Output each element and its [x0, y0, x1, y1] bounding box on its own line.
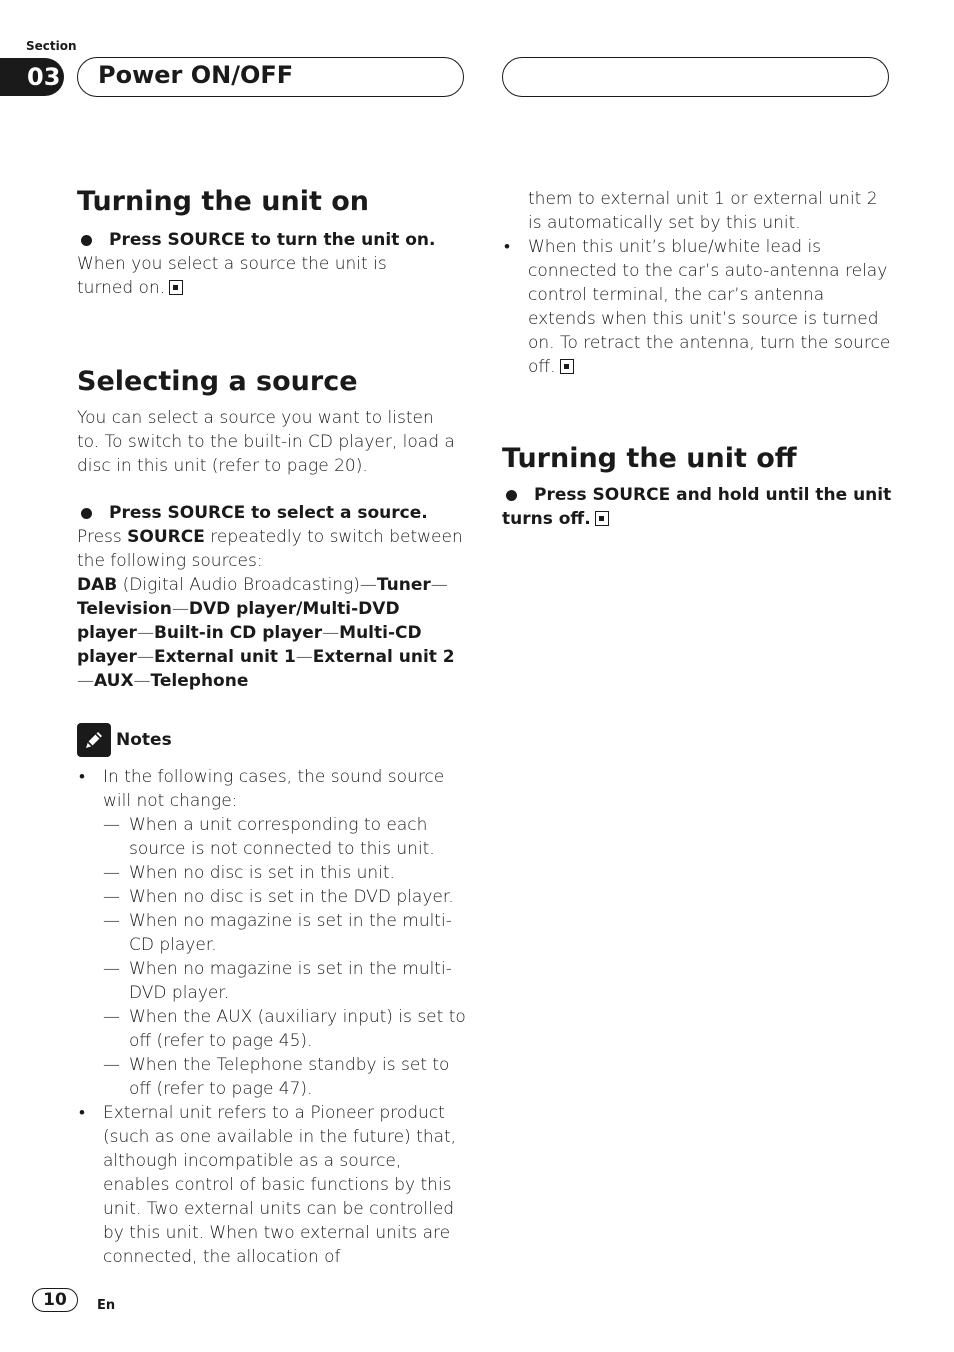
page-title: Power ON/OFF: [98, 61, 294, 89]
source-name: External unit 2: [312, 647, 455, 667]
bullet-mark: •: [79, 767, 85, 787]
press-instruction: [77, 525, 467, 573]
dash-item: [77, 909, 467, 957]
note-bullet-2: [77, 1101, 467, 1269]
turn-on-body-text: When you select a source the unit is turned on.: [77, 254, 387, 298]
dash-mark: —: [103, 911, 120, 931]
dash-item-text: When a unit corresponding to each source is not connected to this unit.: [129, 815, 435, 859]
bullet-dot-icon: [81, 508, 92, 519]
source-name: External unit 1: [153, 647, 296, 667]
end-mark-icon: [595, 511, 609, 526]
dash-mark: —: [103, 1055, 120, 1075]
dash-mark: —: [103, 887, 120, 907]
header-empty-box: [502, 57, 889, 97]
source-separator: —: [133, 671, 151, 691]
note-bullet-2-continued: [502, 187, 892, 235]
dash-item: [77, 1005, 467, 1053]
step-select-source: [77, 501, 467, 525]
step-turn-on-text: Press SOURCE to turn the unit on.: [109, 230, 436, 250]
source-name: Tuner: [376, 575, 431, 595]
note-bullet-2-text: External unit refers to a Pioneer product (such as one available in the future) that, although incompatible as a source, enables control of basic functions by this unit. Two external units can be controlled by this unit. When two external units are connected, the allocation of: [103, 1103, 457, 1267]
dash-item: [77, 885, 467, 909]
dash-mark: —: [103, 1007, 120, 1027]
section-number: 03: [27, 63, 61, 91]
source-name: DVD player/Multi-DVD player: [77, 599, 400, 643]
end-mark-icon: [169, 280, 183, 295]
source-name: Multi-CD player: [77, 623, 422, 667]
bullet-mark: •: [79, 1103, 85, 1123]
source-separator: —: [77, 671, 94, 691]
source-name: DAB: [77, 575, 118, 595]
note-bullet-1: [77, 765, 467, 813]
source-name: AUX: [94, 671, 134, 691]
dash-item-text: When no magazine is set in the multi-DVD player.: [129, 959, 452, 1003]
source-separator: —: [430, 575, 448, 595]
language-label: En: [97, 1298, 116, 1313]
source-name: Built-in CD player: [153, 623, 323, 643]
note-bullet-3-text: When this unit’s blue/white lead is connected to the car’s auto-antenna relay control terminal, the car’s antenna extends when this unit’s source is turned on. To retract the antenna, turn the source off.: [528, 237, 891, 377]
dash-item-text: When no disc is set in this unit.: [129, 863, 395, 883]
step-select-source-text: Press SOURCE to select a source.: [109, 503, 428, 523]
dash-mark: —: [103, 863, 120, 883]
bullet-mark: •: [504, 237, 510, 257]
selecting-intro: You can select a source you want to listen to. To switch to the built-in CD player, load a disc in this unit (refer to page 20).: [77, 408, 455, 476]
source-separator: —: [295, 647, 313, 667]
bullet-dot-icon: [506, 490, 517, 501]
step-turn-off: [502, 483, 892, 531]
dash-mark: —: [103, 815, 120, 835]
source-note: (Digital Audio Broadcasting): [117, 575, 360, 595]
section-label: Section: [26, 39, 77, 53]
notes-list: [77, 765, 467, 1269]
heading-turning-off: Turning the unit off: [502, 443, 797, 474]
dash-mark: —: [103, 959, 120, 979]
turn-on-body: [77, 252, 467, 300]
dash-item-text: When the Telephone standby is set to off (refer to page 47).: [129, 1055, 450, 1099]
heading-selecting-source: Selecting a source: [77, 366, 358, 397]
source-separator: —: [136, 647, 154, 667]
source-name: Telephone: [150, 671, 249, 691]
header-title-box: [77, 57, 464, 97]
press-prefix: Press: [77, 527, 128, 547]
step-turn-off-text: Press SOURCE and hold until the unit turns off.: [502, 485, 892, 529]
pencil-icon: [77, 723, 111, 757]
page-number: 10: [32, 1288, 78, 1312]
source-name: Television: [77, 599, 172, 619]
dash-item-text: When no magazine is set in the multi-CD player.: [129, 911, 452, 955]
dash-item: [77, 861, 467, 885]
dash-item: [77, 1053, 467, 1101]
notes-header: [77, 723, 467, 757]
source-separator: —: [171, 599, 189, 619]
source-separator: —: [359, 575, 377, 595]
press-suffix: repeatedly to switch between the following sources:: [77, 527, 463, 571]
section-number-tab: [0, 58, 64, 96]
end-mark-icon: [560, 359, 574, 374]
step-turn-on: [77, 228, 467, 252]
dash-item: [77, 813, 467, 861]
source-separator: —: [322, 623, 340, 643]
press-key: SOURCE: [127, 527, 205, 547]
source-sequence: [77, 573, 467, 693]
dash-item: [77, 957, 467, 1005]
left-column: [77, 182, 467, 1269]
bullet-dot-icon: [81, 235, 92, 246]
note-bullet-1-text: In the following cases, the sound source will not change:: [103, 767, 445, 811]
note-bullet-3: [502, 235, 892, 379]
note-bullet-2-cont-text: them to external unit 1 or external unit 2 is automatically set by this unit.: [528, 189, 878, 233]
heading-turning-on: Turning the unit on: [77, 186, 370, 217]
dash-item-text: When the AUX (auxiliary input) is set to off (refer to page 45).: [129, 1007, 466, 1051]
right-column: [502, 187, 892, 531]
notes-title: Notes: [116, 730, 172, 750]
source-separator: —: [136, 623, 154, 643]
dash-item-text: When no disc is set in the DVD player.: [129, 887, 454, 907]
